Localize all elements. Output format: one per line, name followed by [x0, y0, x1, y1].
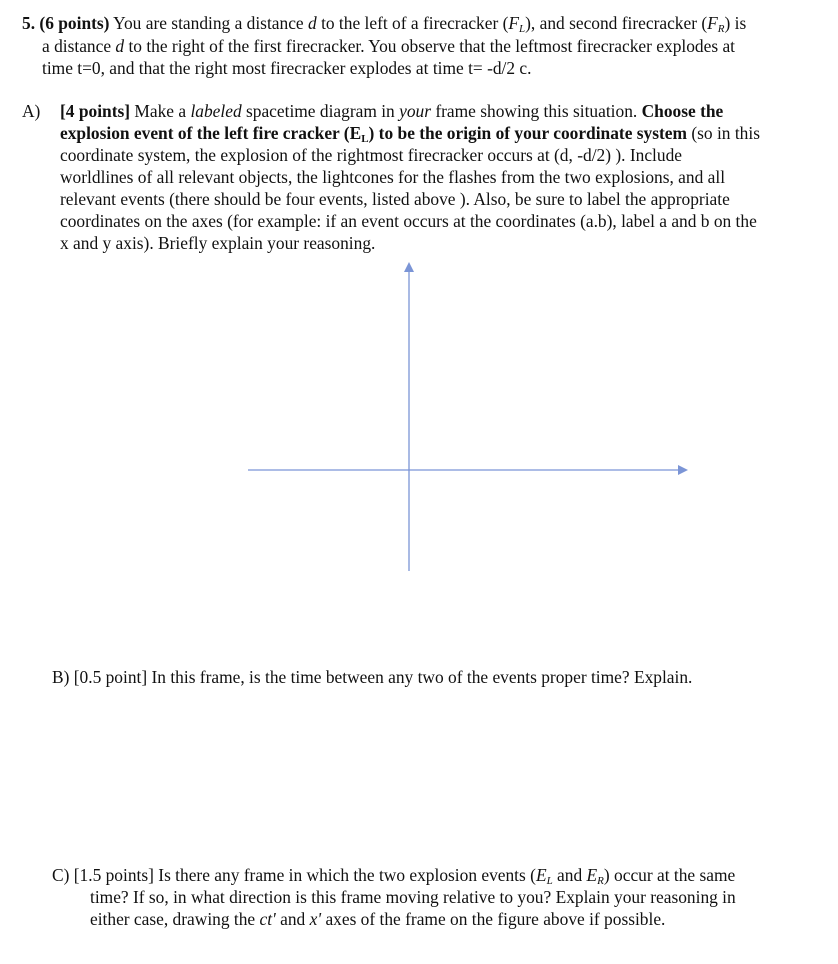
- part-a-line-3: coordinate system, the explosion of the rightmost firecracker occurs at (d, -d/2) ). Include: [60, 145, 682, 165]
- y-axis-arrow-icon: [404, 262, 414, 272]
- q5-number: 5.: [22, 13, 36, 33]
- part-c-line-3: either case, drawing the ct' and x' axes of the frame on the figure above if possible.: [90, 909, 666, 929]
- part-c-line-1: C) [1.5 points] Is there any frame in which the two explosion events ($E_L$ and $E_R$) occur at the same: [52, 865, 736, 887]
- q5-line-2: a distance d to the right of the first firecracker. You observe that the leftmost firecracker explodes at: [42, 36, 735, 56]
- part-a-line-2: explosion event of the left fire cracker $(E_L)$ to be the origin of your coordinate system (so in this: [60, 123, 760, 145]
- part-a-line-4: worldlines of all relevant objects, the lightcones for the flashes from the two explosions, and all: [60, 167, 726, 187]
- part-a-line-1: [4 points] Make a labeled spacetime diagram in your frame showing this situation. Choose the: [60, 101, 724, 121]
- part-c-line-2: time? If so, in what direction is this frame moving relative to you? Explain your reasoning in: [90, 887, 736, 907]
- part-b-question: B) [0.5 point] In this frame, is the time between any two of the events proper time? Explain.: [52, 667, 693, 687]
- q5-line-1: 5. (6 points) You are standing a distance d to the left of a firecracker $(F_L)$, and second firecracker $(F_R)$ is: [22, 13, 747, 35]
- x-axis-arrow-icon: [678, 465, 688, 475]
- q5-points: (6 points): [39, 13, 110, 33]
- part-a-line-6: coordinates on the axes (for example: if an event occurs at the coordinates (a.b), label a and b on the: [60, 211, 757, 231]
- part-a-line-5: relevant events (there should be four events, listed above ). Also, be sure to label the appropriate: [60, 189, 730, 209]
- part-a-line-7: x and y axis). Briefly explain your reasoning.: [60, 233, 376, 253]
- q5-line-3: time t=0, and that the right most firecracker explodes at time t= -d/2 c.: [42, 58, 532, 78]
- part-a-label: A): [22, 101, 41, 121]
